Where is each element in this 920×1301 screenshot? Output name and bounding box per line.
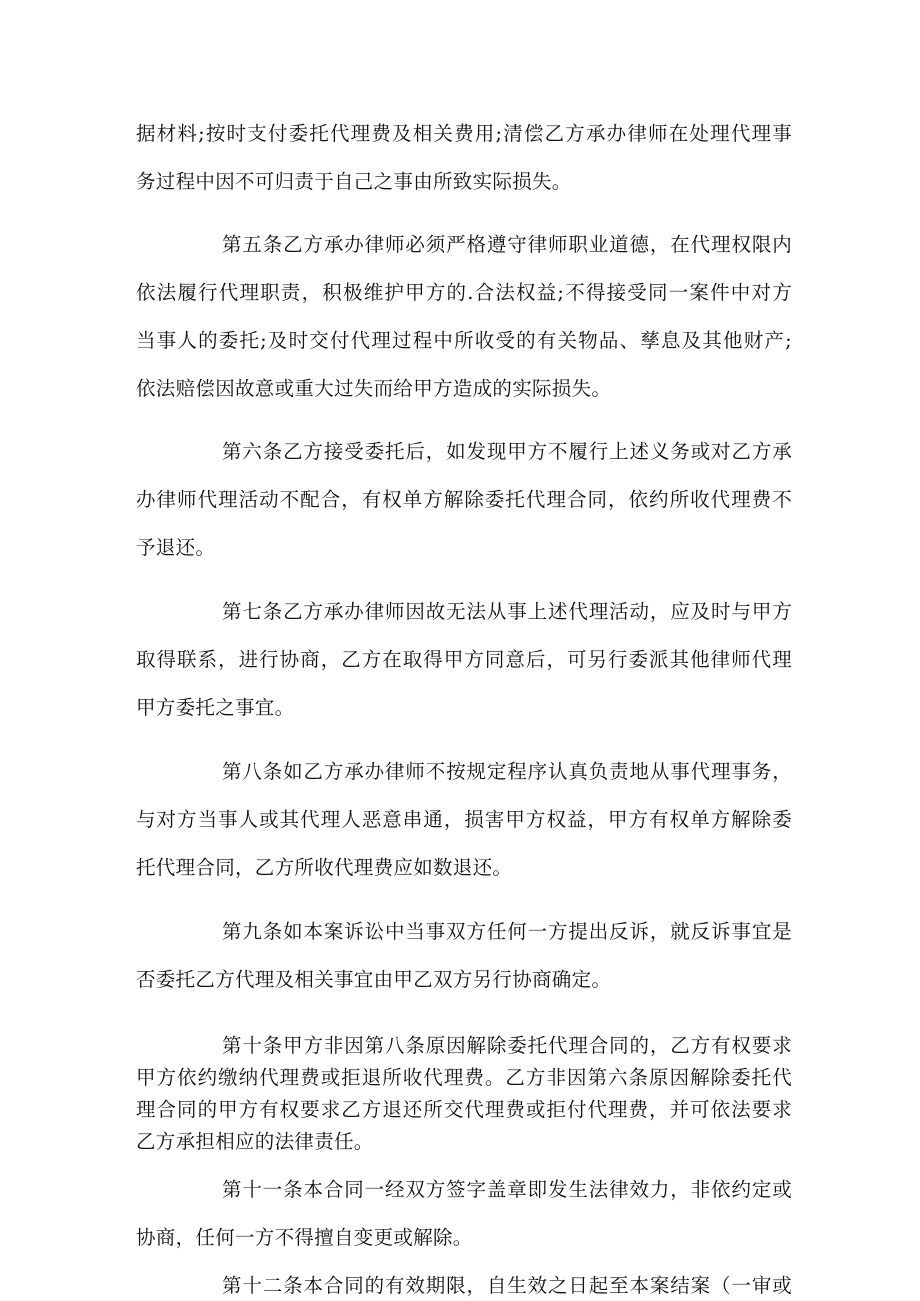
text-line: 与对方当事人或其代理人恶意串通，损害甲方权益，甲方有权单方解除委 (136, 808, 792, 831)
article-12-first-line: 第十二条本合同的有效期限，自生效之日起至本案结案（一审或 (222, 1274, 792, 1297)
text-line: 理合同的甲方有权要求乙方退还所交代理费或拒付代理费，并可依法要求 (136, 1098, 792, 1121)
article-8-first-line: 第八条如乙方承办律师不按规定程序认真负责地从事代理事务， (222, 760, 792, 783)
text-line: 依法赔偿因故意或重大过失而给甲方造成的实际损失。 (136, 377, 612, 400)
text-line: 甲方依约缴纳代理费或拒退所收代理费。乙方非因第六条原因解除委托代 (136, 1066, 792, 1089)
article-11-first-line: 第十一条本合同一经双方签字盖章即发生法律效力，非依约定或 (222, 1178, 792, 1201)
text-line: 务过程中因不可归责于自己之事由所致实际损失。 (136, 170, 572, 193)
text-line: 甲方委托之事宜。 (136, 696, 295, 719)
article-5-first-line: 第五条乙方承办律师必须严格遵守律师职业道德，在代理权限内 (222, 233, 792, 256)
text-line: 取得联系，进行协商，乙方在取得甲方同意后，可另行委派其他律师代理 (136, 648, 792, 671)
text-line: 据材料;按时支付委托代理费及相关费用;清偿乙方承办律师在处理代理事 (136, 122, 792, 145)
text-line: 否委托乙方代理及相关事宜由甲乙双方另行协商确定。 (136, 968, 612, 991)
text-line: 当事人的委托;及时交付代理过程中所收受的有关物品、孳息及其他财产; (136, 329, 792, 352)
text-line: 办律师代理活动不配合，有权单方解除委托代理合同，依约所收代理费不 (136, 488, 792, 511)
article-9-first-line: 第九条如本案诉讼中当事双方任何一方提出反诉，就反诉事宜是 (222, 920, 792, 943)
text-line: 乙方承担相应的法律责任。 (136, 1130, 374, 1153)
text-line: 予退还。 (136, 536, 216, 559)
article-6-first-line: 第六条乙方接受委托后，如发现甲方不履行上述义务或对乙方承 (222, 440, 792, 463)
article-10-first-line: 第十条甲方非因第八条原因解除委托代理合同的，乙方有权要求 (222, 1034, 792, 1057)
text-line: 依法履行代理职责，积极维护甲方的.合法权益;不得接受同一案件中对方 (136, 281, 792, 304)
text-line: 托代理合同，乙方所收代理费应如数退还。 (136, 856, 513, 879)
text-line: 协商，任何一方不得擅自变更或解除。 (136, 1226, 473, 1249)
article-7-first-line: 第七条乙方承办律师因故无法从事上述代理活动，应及时与甲方 (222, 600, 792, 623)
